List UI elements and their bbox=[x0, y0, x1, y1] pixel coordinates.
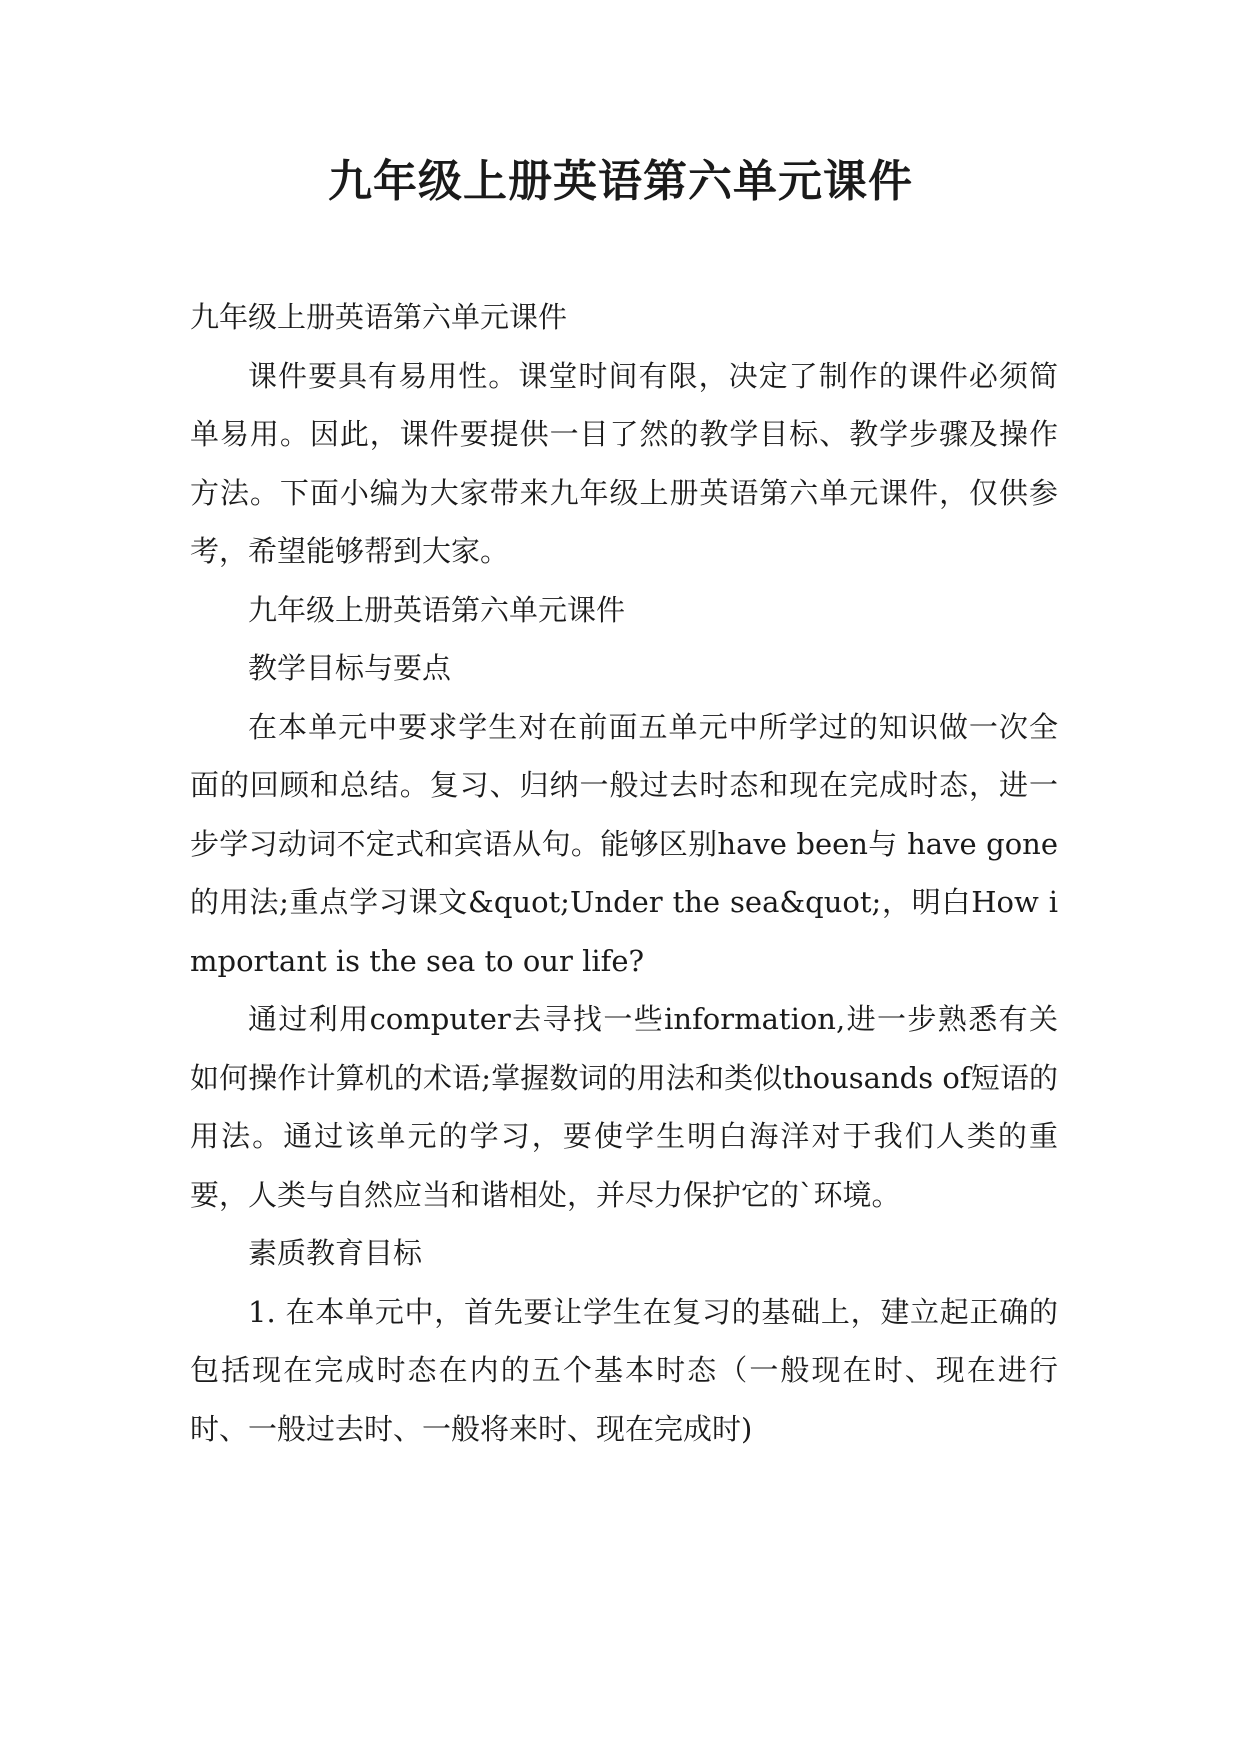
paragraph-intro: 课件要具有易用性。课堂时间有限，决定了制作的课件必须简单易用。因此，课件要提供一目了然的教学目标、教学步骤及操作方法。下面小编为大家带来九年级上册英语第六单元课件，仅供参考，希望能够帮到大家。 bbox=[190, 358, 1058, 568]
document-body bbox=[190, 288, 1058, 1458]
document-title: 九年级上册英语第六单元课件 bbox=[328, 156, 913, 207]
section-heading-quality: 素质教育目标 bbox=[248, 1236, 423, 1270]
paragraph-goals-computer: 通过利用computer去寻找一些information,进一步熟悉有关如何操作计算机的术语;掌握数词的用法和类似thousands of短语的用法。通过该单元的学习，要使学生明白海洋对于我们人类的重要，人类与自然应当和谐相处，并尽力保护它的`环境。 bbox=[190, 1002, 1058, 1212]
paragraph-subtitle: 九年级上册英语第六单元课件 bbox=[190, 300, 568, 334]
paragraph-heading-repeat: 九年级上册英语第六单元课件 bbox=[248, 592, 626, 627]
paragraph-goals-review: 在本单元中要求学生对在前面五单元中所学过的知识做一次全面的回顾和总结。复习、归纳一般过去时态和现在完成时态，进一步学习动词不定式和宾语从句。能够区别have been与 have gone的用法;重点学习课文&quot;Under the sea&quot;，明白How important is the sea to our life? bbox=[190, 709, 1058, 978]
section-heading-goals: 教学目标与要点 bbox=[248, 651, 452, 685]
paragraph-quality-1: 1. 在本单元中，首先要让学生在复习的基础上，建立起正确的包括现在完成时态在内的五个基本时态（一般现在时、现在进行时、一般过去时、一般将来时、现在完成时) bbox=[190, 1294, 1058, 1446]
